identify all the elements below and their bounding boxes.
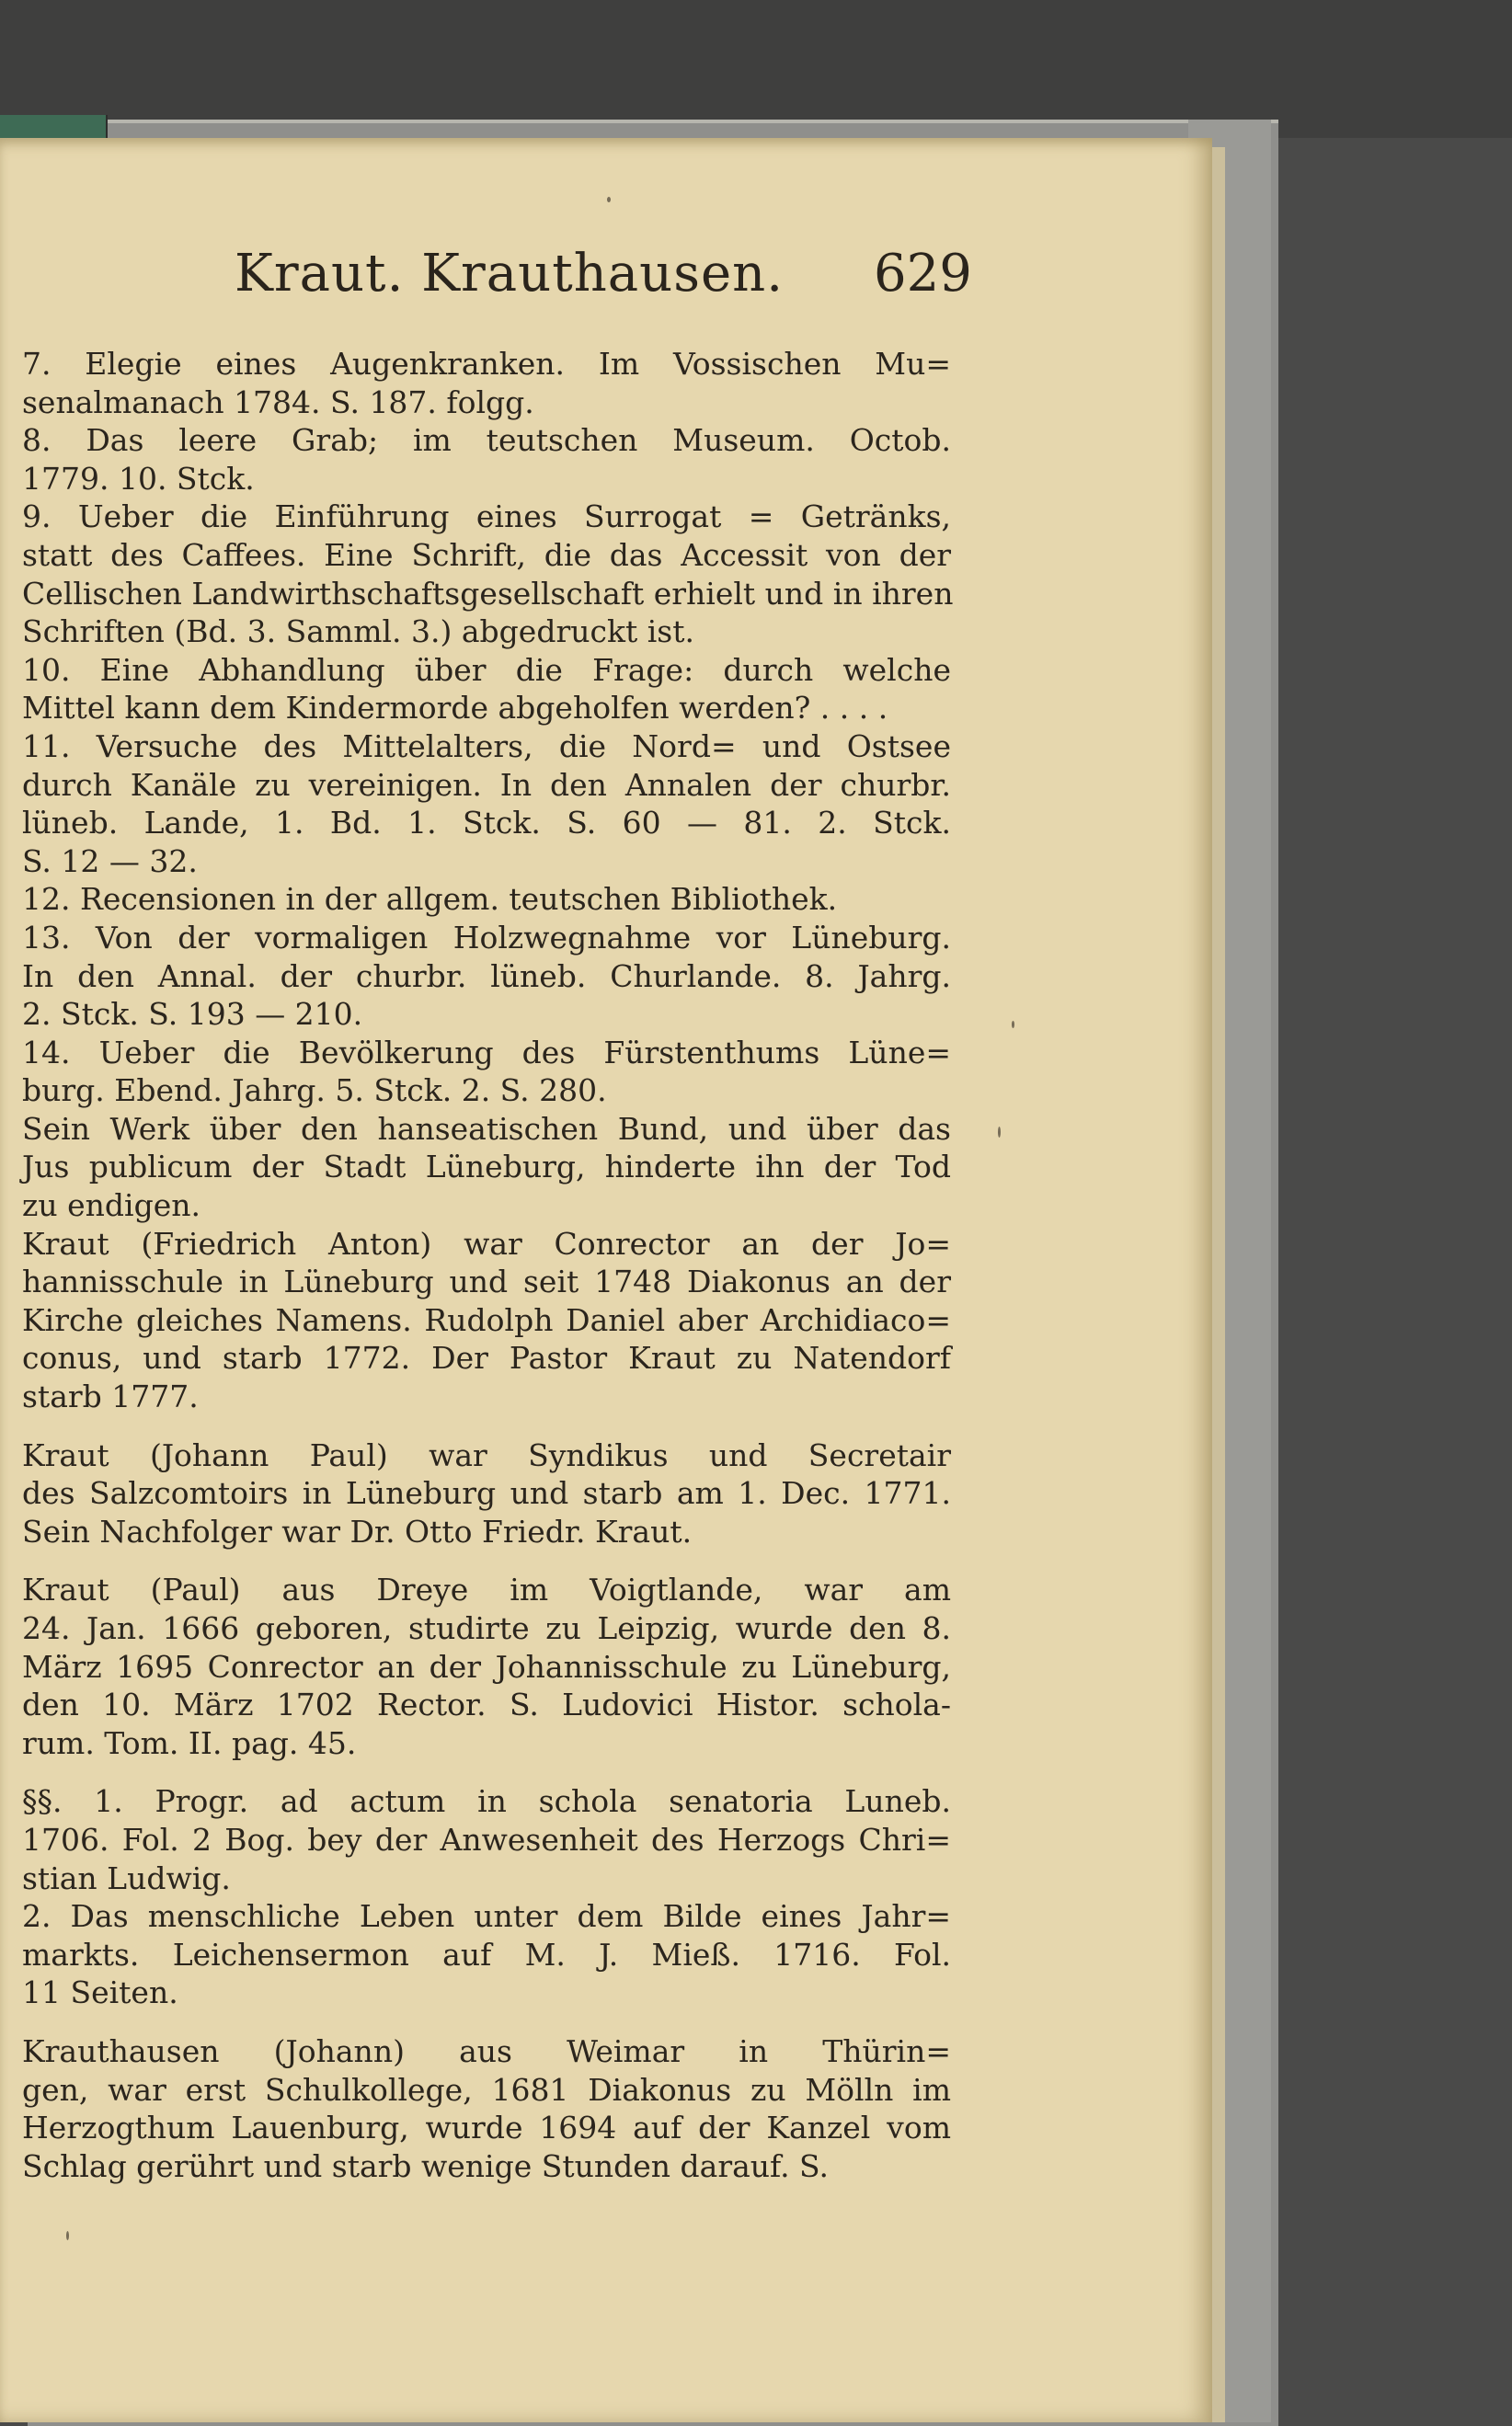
text-line: hannisschule in Lüneburg und seit 1748 Diakonus an der	[22, 1264, 951, 1300]
text-line: 14. Ueber die Bevölkerung des Fürstenthums Lüne=	[22, 1034, 951, 1070]
text-line: 8. Das leere Grab; im teutschen Museum. Octob.	[22, 422, 951, 459]
text-line: 10. Eine Abhandlung über die Frage: durch welche	[22, 651, 951, 688]
page-body-text	[22, 345, 954, 2185]
text-line: Kraut (Paul) aus Dreye im Voigtlande, war am	[22, 1572, 951, 1608]
text-line: In den Annal. der churbr. lüneb. Churlande. 8. Jahrg.	[22, 957, 951, 994]
text-line: Schriften (Bd. 3. Samml. 3.) abgedruckt ist.	[22, 613, 694, 650]
text-line: §§. 1. Progr. ad actum in schola senatoria Luneb.	[22, 1783, 951, 1820]
text-line: März 1695 Conrector an der Johannisschule zu Lüneburg,	[22, 1648, 951, 1685]
text-line: Kraut (Friedrich Anton) war Conrector an der Jo=	[22, 1225, 951, 1262]
text-line: 12. Recensionen in der allgem. teutschen Bibliothek.	[22, 881, 838, 918]
text-line: Sein Werk über den hanseatischen Bund, und über das	[22, 1110, 951, 1147]
paragraph-gap	[22, 2012, 951, 2032]
page-edge	[1212, 147, 1225, 2422]
text-line: 7. Elegie eines Augenkranken. Im Vossischen Mu=	[22, 346, 951, 382]
text-line: 1779. 10. Stck.	[22, 460, 255, 497]
text-line: Sein Nachfolger war Dr. Otto Friedr. Kraut.	[22, 1513, 693, 1550]
text-line: gen, war erst Schulkollege, 1681 Diakonus zu Mölln im	[22, 2071, 951, 2108]
text-line: durch Kanäle zu vereinigen. In den Annalen der churbr.	[22, 766, 951, 803]
paper-speck	[607, 197, 611, 202]
text-line: starb 1777.	[22, 1379, 199, 1415]
text-line: Kraut (Johann Paul) war Syndikus und Secretair	[22, 1436, 951, 1473]
text-line: markts. Leichensermon auf M. J. Mieß. 1716. Fol.	[22, 1936, 951, 1973]
paragraph-gap	[22, 1762, 951, 1782]
text-line: 2. Stck. S. 193 — 210.	[22, 996, 363, 1033]
text-line: Schlag gerührt und starb wenige Stunden darauf. S.	[22, 2147, 829, 2184]
text-line: Cellischen Landwirthschaftsgesellschaft erhielt und in ihren	[22, 575, 954, 612]
paper-speck	[1012, 1021, 1014, 1028]
text-line: Mittel kann dem Kindermorde abgeholfen werden? . . . .	[22, 690, 888, 727]
text-line: 11 Seiten.	[22, 1974, 178, 2011]
text-line: 24. Jan. 1666 geboren, studirte zu Leipzig, wurde den 8.	[22, 1610, 951, 1646]
text-line: Krauthausen (Johann) aus Weimar in Thürin=	[22, 2032, 951, 2069]
paper-speck	[998, 1127, 1001, 1138]
text-line: zu endigen.	[22, 1187, 200, 1224]
text-line: Herzogthum Lauenburg, wurde 1694 auf der Kanzel vom	[22, 2110, 951, 2146]
text-line: lüneb. Lande, 1. Bd. 1. Stck. S. 60 — 81. 2. Stck.	[22, 805, 951, 841]
text-line: senalmanach 1784. S. 187. folgg.	[22, 383, 534, 420]
text-line: des Salzcomtoirs in Lüneburg und starb am 1. Dec. 1771.	[22, 1475, 951, 1512]
text-line: 2. Das menschliche Leben unter dem Bilde eines Jahr=	[22, 1898, 951, 1935]
paragraph-gap	[22, 1551, 951, 1571]
text-line: conus, und starb 1772. Der Pastor Kraut zu Natendorf	[22, 1340, 951, 1377]
text-line: rum. Tom. II. pag. 45.	[22, 1724, 357, 1761]
text-line: stian Ludwig.	[22, 1860, 231, 1896]
text-line: 13. Von der vormaligen Holzwegnahme vor Lüneburg.	[22, 919, 951, 956]
text-line: 9. Ueber die Einführung eines Surrogat = Getränks,	[22, 498, 951, 535]
text-line: S. 12 — 32.	[22, 842, 198, 879]
text-line: den 10. März 1702 Rector. S. Ludovici Histor. schola-	[22, 1687, 951, 1723]
background-top	[0, 0, 1512, 138]
header-title: Kraut. Krauthausen.	[235, 244, 784, 303]
running-header	[235, 244, 972, 326]
text-line: Jus publicum der Stadt Lüneburg, hinderte ihn der Tod	[22, 1149, 951, 1185]
text-line: burg. Ebend. Jahrg. 5. Stck. 2. S. 280.	[22, 1072, 607, 1109]
page-number: 629	[874, 244, 972, 303]
text-line: 1706. Fol. 2 Bog. bey der Anwesenheit des Herzogs Chri=	[22, 1821, 951, 1858]
text-line: Kirche gleiches Namens. Rudolph Daniel aber Archidiaco=	[22, 1301, 951, 1338]
paper-speck	[66, 2231, 69, 2240]
text-line: 11. Versuche des Mittelalters, die Nord= und Ostsee	[22, 727, 951, 764]
text-line: statt des Caffees. Eine Schrift, die das Accessit von der	[22, 536, 951, 573]
paragraph-gap	[22, 1416, 951, 1436]
